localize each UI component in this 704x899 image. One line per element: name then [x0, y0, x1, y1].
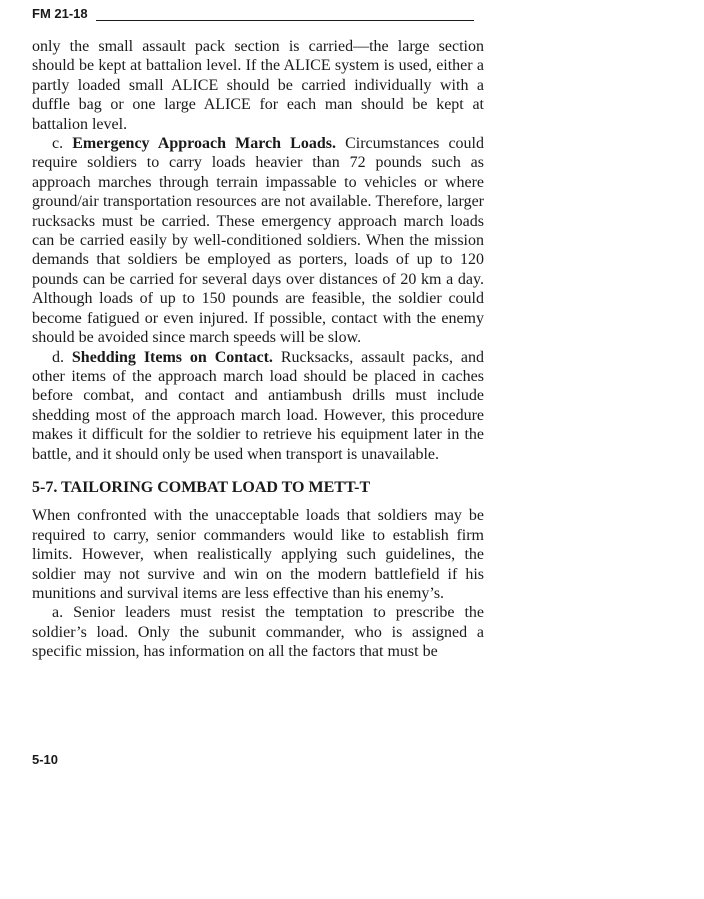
paragraph-c-label: c. [52, 135, 64, 153]
paragraph-d [32, 348, 484, 464]
section-title: 5-7. TAILORING COMBAT LOAD TO METT-T [32, 478, 371, 496]
header-rule [96, 20, 474, 21]
paragraph-c [32, 134, 484, 347]
paragraph-a: a. Senior leaders must resist the temptation to prescribe the soldier’s load. Only the subunit commander, who is assigned a specific mission, has information on all the factors that must be [32, 604, 484, 661]
paragraph-d-title: Shedding Items on Contact. [71, 348, 273, 366]
page-body [32, 37, 484, 662]
paragraph-d-text: Rucksacks, assault packs, and other items of the approach march load should be placed in caches before combat, and contact and antiambush drills must include shedding most of the approach march load. However, this procedure makes it difficult for the soldier to retrieve his equipment later in the battle, and it should only be used when transport is unavailable. [32, 348, 484, 463]
manual-id: FM 21-18 [32, 6, 88, 21]
section-intro-paragraph: When confronted with the unacceptable loads that soldiers may be required to carry, senior commanders would like to establish firm limits. However, when realistically applying such guidelines, the soldier may not survive and win on the modern battlefield if his munitions and survival items are less effective than his enemy’s. [32, 507, 484, 602]
page-number: 5-10 [32, 752, 59, 767]
paragraph-c-title: Emergency Approach March Loads. [72, 135, 336, 153]
continuation-paragraph: only the small assault pack section is carried—the large section should be kept at battalion level. If the ALICE system is used, either a partly loaded small ALICE should be carried individually with a duffle bag or one large ALICE for each man should be kept at battalion level. [32, 38, 484, 133]
paragraph-c-text: Circumstances could require soldiers to carry loads heavier than 72 pounds such as approach marches through terrain impassable to vehicles or where ground/air transportation resources are not available. Therefore, larger rucksacks must be carried. These emergency approach march loads can be carried easily by well-conditioned soldiers. When the mission demands that soldiers be employed as porters, loads of up to 120 pounds can be carried for several days over distances of 20 km a day. Although loads of up to 150 pounds are feasible, the soldier could become fatigued or even injured. If possible, contact with the enemy should be avoided since march speeds will be slow. [32, 135, 484, 347]
paragraph-d-label: d. [52, 348, 64, 366]
